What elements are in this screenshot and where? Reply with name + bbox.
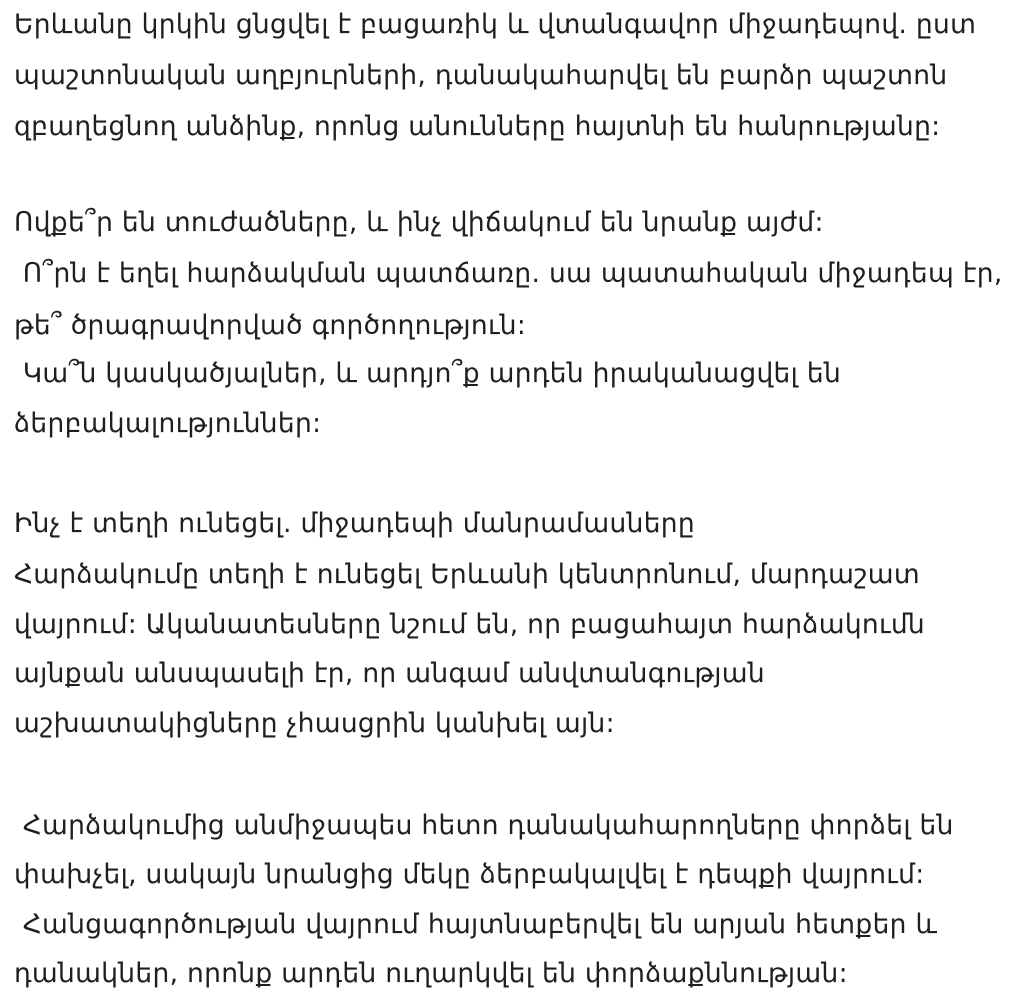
text-line: Ովքե՞ր են տուժածները, և ինչ վիճակում են նրանք այժմ: <box>14 207 824 238</box>
text-line: ձերբակալություններ: <box>14 408 322 439</box>
text-line: պաշտոնական աղբյուրների, դանակահարվել են բարձր պաշտոն <box>14 60 948 91</box>
text-line: Հարձակումը տեղի է ունեցել Երևանի կենտրոնում, մարդաշատ <box>14 559 920 590</box>
text-line: դանակներ, որոնք արդեն ուղարկվել են փորձաքննության: <box>14 958 848 989</box>
text-line: Ինչ է տեղի ունեցել. միջադեպի մանրամասները <box>14 508 695 539</box>
text-line: թե՞ ծրագրավորված գործողություն: <box>14 310 527 341</box>
text-line: Երևանը կրկին ցնցվել է բացառիկ և վտանգավոր միջադեպով. ըստ <box>14 9 977 40</box>
text-line: Ո՞րն է եղել հարձակման պատճառը. սա պատահական միջադեպ էր, <box>14 258 1003 289</box>
text-line: վայրում: Ականատեսները նշում են, որ բացահայտ հարձակումն <box>14 609 926 640</box>
text-line: զբաղեցնող անձինք, որոնց անունները հայտնի են հանրությանը: <box>14 111 941 142</box>
text-line: Կա՞ն կասկածյալներ, և արդյո՞ք արդեն իրականացվել են <box>14 358 842 389</box>
text-line: աշխատակիցները չհասցրին կանխել այն: <box>14 708 615 739</box>
text-line: Հարձակումից անմիջապես հետո դանակահարողները փորձել են <box>14 810 954 841</box>
text-line: Հանցագործության վայրում հայտնաբերվել են արյան հետքեր և <box>14 909 938 940</box>
text-line: այնքան անսպասելի էր, որ անգամ անվտանգության <box>14 658 765 689</box>
text-line: փախչել, սակայն նրանցից մեկը ձերբակալվել է դեպքի վայրում: <box>14 859 925 890</box>
